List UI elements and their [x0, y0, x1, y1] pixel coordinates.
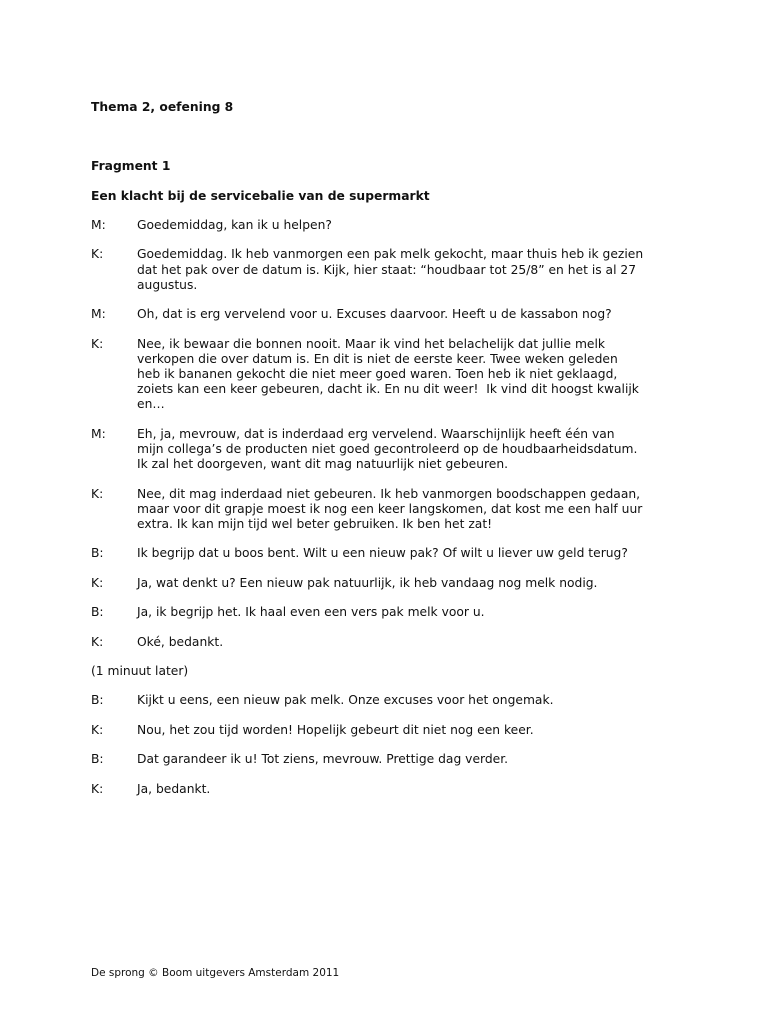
utterance [137, 635, 691, 650]
speaker-label: B: [91, 693, 104, 708]
speaker-label: K: [91, 781, 104, 796]
utterance-line: Ja, bedankt. [137, 781, 211, 796]
utterance [137, 723, 691, 738]
utterance-line: augustus. [137, 277, 198, 292]
utterance-line: en… [137, 397, 165, 412]
speaker-label: B: [91, 752, 104, 767]
dialogue-turn [91, 307, 691, 322]
speaker-label: M: [91, 218, 106, 232]
speaker-label: K: [91, 634, 104, 649]
utterance-line: extra. Ik kan mijn tijd wel beter gebruiken. Ik ben het zat! [137, 516, 493, 531]
dialogue-transcript [91, 218, 691, 811]
utterance [137, 307, 691, 322]
dialogue-turn [91, 605, 691, 620]
utterance [137, 487, 691, 533]
dialogue-turn [91, 546, 691, 561]
dialogue-turn [91, 693, 691, 708]
utterance-line: Eh, ja, mevrouw, dat is inderdaad erg vervelend. Waarschijnlijk heeft één van [137, 426, 615, 441]
dialogue-turn [91, 427, 691, 473]
speaker-label: B: [91, 605, 104, 620]
dialogue-turn [91, 218, 691, 233]
utterance [137, 427, 691, 473]
exercise-title: Thema 2, oefening 8 [91, 100, 234, 114]
utterance [137, 752, 691, 767]
speaker-label: B: [91, 546, 104, 561]
scenario-subtitle: Een klacht bij de servicebalie van de supermarkt [91, 189, 430, 203]
dialogue-turn [91, 247, 691, 293]
utterance-line: maar voor dit grapje moest ik nog een keer langskomen, dat kost me een half uur [137, 501, 643, 516]
speaker-label: K: [91, 247, 104, 262]
utterance-line: dat het pak over de datum is. Kijk, hier staat: “houdbaar tot 25/8” en het is al 27 [137, 262, 637, 277]
utterance-line: Dat garandeer ik u! Tot ziens, mevrouw. Prettige dag verder. [137, 752, 509, 767]
utterance [137, 247, 691, 293]
speaker-label: K: [91, 722, 104, 737]
utterance-line: heb ik bananen gekocht die niet meer goed waren. Toen heb ik niet geklaagd, [137, 366, 618, 381]
dialogue-turn [91, 723, 691, 738]
utterance [137, 782, 691, 797]
speaker-label: M: [91, 307, 106, 322]
dialogue-turn [91, 752, 691, 767]
utterance-line: Nee, dit mag inderdaad niet gebeuren. Ik heb vanmorgen boodschappen gedaan, [137, 486, 641, 501]
copyright-footer: De sprong © Boom uitgevers Amsterdam 2011 [91, 967, 340, 979]
utterance-line: Nee, ik bewaar die bonnen nooit. Maar ik vind het belachelijk dat jullie melk [137, 336, 606, 351]
utterance [137, 218, 691, 233]
utterance-line: zoiets kan een keer gebeuren, dacht ik. En nu dit weer! Ik vind dit hoogst kwalijk [137, 382, 639, 397]
utterance-line: Kijkt u eens, een nieuw pak melk. Onze excuses voor het ongemak. [137, 693, 554, 708]
speaker-label: M: [91, 426, 106, 441]
dialogue-turn [91, 337, 691, 413]
utterance-line: Ja, ik begrijp het. Ik haal even een vers pak melk voor u. [137, 605, 485, 620]
utterance [137, 693, 691, 708]
utterance [137, 605, 691, 620]
utterance [137, 546, 691, 561]
dialogue-turn [91, 635, 691, 650]
stage-note: (1 minuut later) [91, 663, 189, 678]
dialogue-turn [91, 487, 691, 533]
speaker-label: K: [91, 486, 104, 501]
utterance-line: Goedemiddag, kan ik u helpen? [137, 218, 332, 232]
utterance-line: Ik zal het doorgeven, want dit mag natuurlijk niet gebeuren. [137, 457, 509, 472]
dialogue-turn [91, 576, 691, 591]
utterance-line: Oké, bedankt. [137, 634, 224, 649]
fragment-title: Fragment 1 [91, 159, 171, 173]
utterance-line: Nou, het zou tijd worden! Hopelijk gebeurt dit niet nog een keer. [137, 722, 534, 737]
speaker-label: K: [91, 575, 104, 590]
utterance [137, 337, 691, 413]
utterance-line: Oh, dat is erg vervelend voor u. Excuses daarvoor. Heeft u de kassabon nog? [137, 307, 612, 322]
utterance-line: Goedemiddag. Ik heb vanmorgen een pak melk gekocht, maar thuis heb ik gezien [137, 247, 644, 262]
utterance [137, 576, 691, 591]
utterance-line: mijn collega’s de producten niet goed gecontroleerd op de houdbaarheidsdatum. [137, 441, 638, 456]
speaker-label: K: [91, 336, 104, 351]
utterance-line: Ik begrijp dat u boos bent. Wilt u een nieuw pak? Of wilt u liever uw geld terug? [137, 546, 628, 561]
dialogue-turn [91, 782, 691, 797]
utterance-line: Ja, wat denkt u? Een nieuw pak natuurlijk, ik heb vandaag nog melk nodig. [137, 575, 598, 590]
utterance-line: verkopen die over datum is. En dit is niet de eerste keer. Twee weken geleden [137, 351, 618, 366]
